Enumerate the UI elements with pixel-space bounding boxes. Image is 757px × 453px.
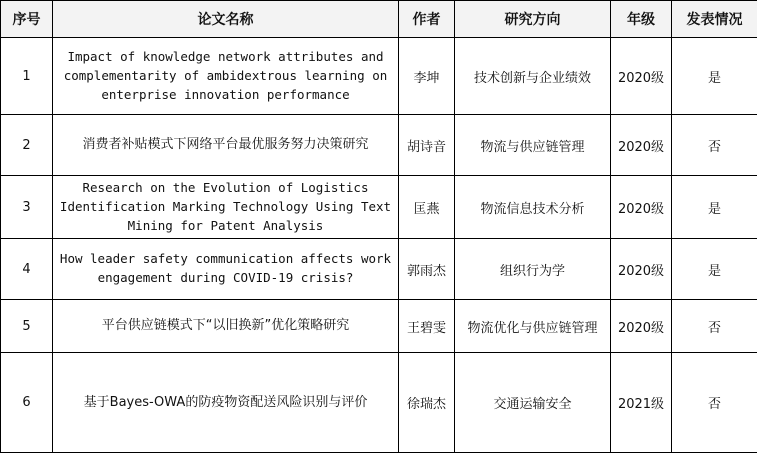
- cell-grade: 2020级: [611, 300, 672, 353]
- paper-title: How leader safety communication affects work engagement during COVID-19 crisis?: [59, 251, 392, 285]
- cell-grade: 2021级: [611, 353, 672, 453]
- paper-title: 平台供应链模式下“以旧换新”优化策略研究: [101, 318, 350, 333]
- cell-published: 是: [672, 38, 757, 115]
- table-row: [1, 239, 757, 300]
- cell-no: 4: [1, 239, 53, 300]
- cell-author: 胡诗音: [399, 115, 455, 176]
- cell-no: 2: [1, 115, 53, 176]
- cell-published: 否: [672, 353, 757, 453]
- paper-title: 消费者补贴模式下网络平台最优服务努力决策研究: [82, 137, 369, 152]
- table-row: [1, 300, 757, 353]
- cell-no: 5: [1, 300, 53, 353]
- paper-title: Research on the Evolution of Logistics Identification Marking Technology Using Text Mining for Patent Analysis: [59, 179, 392, 233]
- cell-grade: 2020级: [611, 239, 672, 300]
- cell-direction: 物流信息技术分析: [455, 176, 611, 239]
- cell-no: 3: [1, 176, 53, 239]
- table-row: [1, 353, 757, 453]
- cell-no: 1: [1, 38, 53, 115]
- header-row: [1, 1, 757, 38]
- cell-direction: 物流与供应链管理: [455, 115, 611, 176]
- paper-title: Impact of knowledge network attributes and complementarity of ambidextrous learning on enterprise innovation performance: [63, 48, 388, 102]
- cell-title: [53, 115, 399, 176]
- cell-author: 徐瑞杰: [399, 353, 455, 453]
- cell-grade: 2020级: [611, 176, 672, 239]
- cell-direction: 技术创新与企业绩效: [455, 38, 611, 115]
- cell-direction: 交通运输安全: [455, 353, 611, 453]
- cell-title: [53, 239, 399, 300]
- cell-published: 是: [672, 176, 757, 239]
- cell-title: [53, 38, 399, 115]
- table-row: [1, 176, 757, 239]
- header-published: 发表情况: [672, 1, 757, 38]
- header-author: 作者: [399, 1, 455, 38]
- cell-author: 郭雨杰: [399, 239, 455, 300]
- header-title: 论文名称: [53, 1, 399, 38]
- cell-title: [53, 353, 399, 453]
- cell-author: 匡燕: [399, 176, 455, 239]
- cell-title: [53, 300, 399, 353]
- cell-no: 6: [1, 353, 53, 453]
- cell-published: 否: [672, 300, 757, 353]
- cell-published: 是: [672, 239, 757, 300]
- header-grade: 年级: [611, 1, 672, 38]
- cell-author: 李坤: [399, 38, 455, 115]
- cell-grade: 2020级: [611, 115, 672, 176]
- cell-grade: 2020级: [611, 38, 672, 115]
- cell-published: 否: [672, 115, 757, 176]
- cell-direction: 组织行为学: [455, 239, 611, 300]
- header-direction: 研究方向: [455, 1, 611, 38]
- cell-author: 王碧雯: [399, 300, 455, 353]
- paper-title: 基于Bayes-OWA的防疫物资配送风险识别与评价: [83, 394, 368, 410]
- table-row: [1, 115, 757, 176]
- cell-direction: 物流优化与供应链管理: [455, 300, 611, 353]
- table-row: [1, 38, 757, 115]
- header-no: 序号: [1, 1, 53, 38]
- cell-title: [53, 176, 399, 239]
